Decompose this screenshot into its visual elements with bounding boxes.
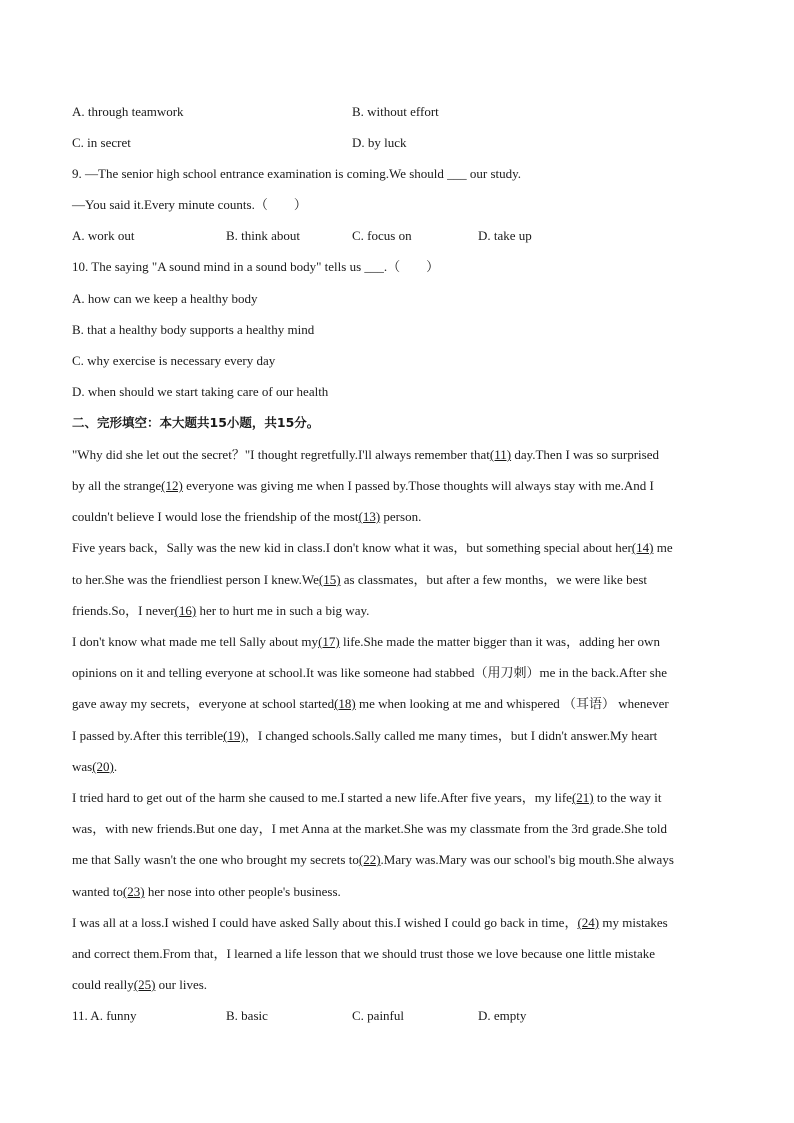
section2-heading: 二、完形填空：本大题共15小题，共15分。 <box>72 415 320 430</box>
blank-23: (23) <box>122 884 145 899</box>
q9-option-a: A. work out <box>72 228 135 243</box>
blank-12: (12) <box>161 478 183 493</box>
q9-option-b: B. think about <box>226 228 301 243</box>
blank-13: (13) <box>358 509 381 524</box>
passage-line: Five years back，Sally was the new kid in class.I don't know what it was，but something special about her(14) me <box>72 540 673 555</box>
blank-20: (20) <box>92 759 114 774</box>
passage-line: wanted to(23) her nose into other people's business. <box>72 884 341 899</box>
passage-line: was(20). <box>72 759 118 774</box>
q11-option-c: C. painful <box>352 1008 404 1023</box>
q10-option-a: A. how can we keep a healthy body <box>72 291 258 306</box>
passage-line: I was all at a loss.I wished I could have asked Sally about this.I wished I could go back in time，(24) my mistakes <box>72 915 668 930</box>
passage-line: I tried hard to get out of the harm she caused to me.I started a new life.After five years，my life(21) to the way it <box>72 790 662 805</box>
q11-option-a: 11. A. funny <box>72 1008 137 1023</box>
q11-option-d: D. empty <box>478 1008 527 1023</box>
passage-line: friends.So，I never(16) her to hurt me in such a big way. <box>72 603 370 618</box>
passage-line: "Why did she let out the secret？"I thought regretfully.I'll always remember that(11) day.Then I was so surprised <box>72 447 659 462</box>
q10-option-b: B. that a healthy body supports a healthy mind <box>72 322 315 337</box>
passage-line: to her.She was the friendliest person I knew.We(15) as classmates，but after a few months，we were like best <box>72 572 648 587</box>
blank-11: (11) <box>489 447 512 462</box>
blank-25: (25) <box>133 977 156 992</box>
blank-16: (16) <box>174 603 197 618</box>
q9-option-d: D. take up <box>478 228 532 243</box>
passage-line: me that Sally wasn't the one who brought my secrets to(22).Mary was.Mary was our school's big mouth.She always <box>72 852 674 867</box>
blank-17: (17) <box>318 634 340 649</box>
q8-option-b: B. without effort <box>352 104 439 119</box>
passage-line: I don't know what made me tell Sally about my(17) life.She made the matter bigger than it was，adding her own <box>72 634 660 649</box>
passage-line: I passed by.After this terrible(19)，I changed schools.Sally called me many times，but I didn't answer.My heart <box>72 728 658 743</box>
q11-option-b: B. basic <box>226 1008 268 1023</box>
q10-option-d: D. when should we start taking care of our health <box>72 384 329 399</box>
passage-line: could really(25) our lives. <box>72 977 208 992</box>
passage-line: by all the strange(12) everyone was giving me when I passed by.Those thoughts will always stay with me.And I <box>72 478 654 493</box>
blank-21: (21) <box>571 790 594 805</box>
blank-24: (24) <box>577 915 600 930</box>
passage-line: couldn't believe I would lose the friendship of the most(13) person. <box>72 509 422 524</box>
blank-18: (18) <box>334 696 356 711</box>
blank-14: (14) <box>631 540 654 555</box>
blank-22: (22) <box>358 852 381 867</box>
q10-option-c: C. why exercise is necessary every day <box>72 353 276 368</box>
q9-option-c: C. focus on <box>352 228 412 243</box>
passage-line: opinions on it and telling everyone at school.It was like someone had stabbed（用刀刺）me in the back.After she <box>72 665 667 680</box>
passage-line: gave away my secrets，everyone at school started(18) me when looking at me and whispered （耳语） whenever <box>72 696 669 711</box>
blank-19: (19) <box>223 728 245 743</box>
passage-line: and correct them.From that，I learned a life lesson that we should trust those we love because one little mistake <box>72 946 656 961</box>
q9-reply: —You said it.Every minute counts.（ ） <box>72 197 307 212</box>
q9-stem: 9. —The senior high school entrance examination is coming.We should ___ our study. <box>72 166 522 181</box>
passage-line: was，with new friends.But one day，I met Anna at the market.She was my classmate from the 3rd grade.She told <box>72 821 667 836</box>
q8-option-c: C. in secret <box>72 135 131 150</box>
blank-15: (15) <box>318 572 341 587</box>
q8-option-a: A. through teamwork <box>72 104 184 119</box>
q8-option-d: D. by luck <box>352 135 407 150</box>
q10-stem: 10. The saying "A sound mind in a sound body" tells us ___.（ ） <box>72 259 440 274</box>
